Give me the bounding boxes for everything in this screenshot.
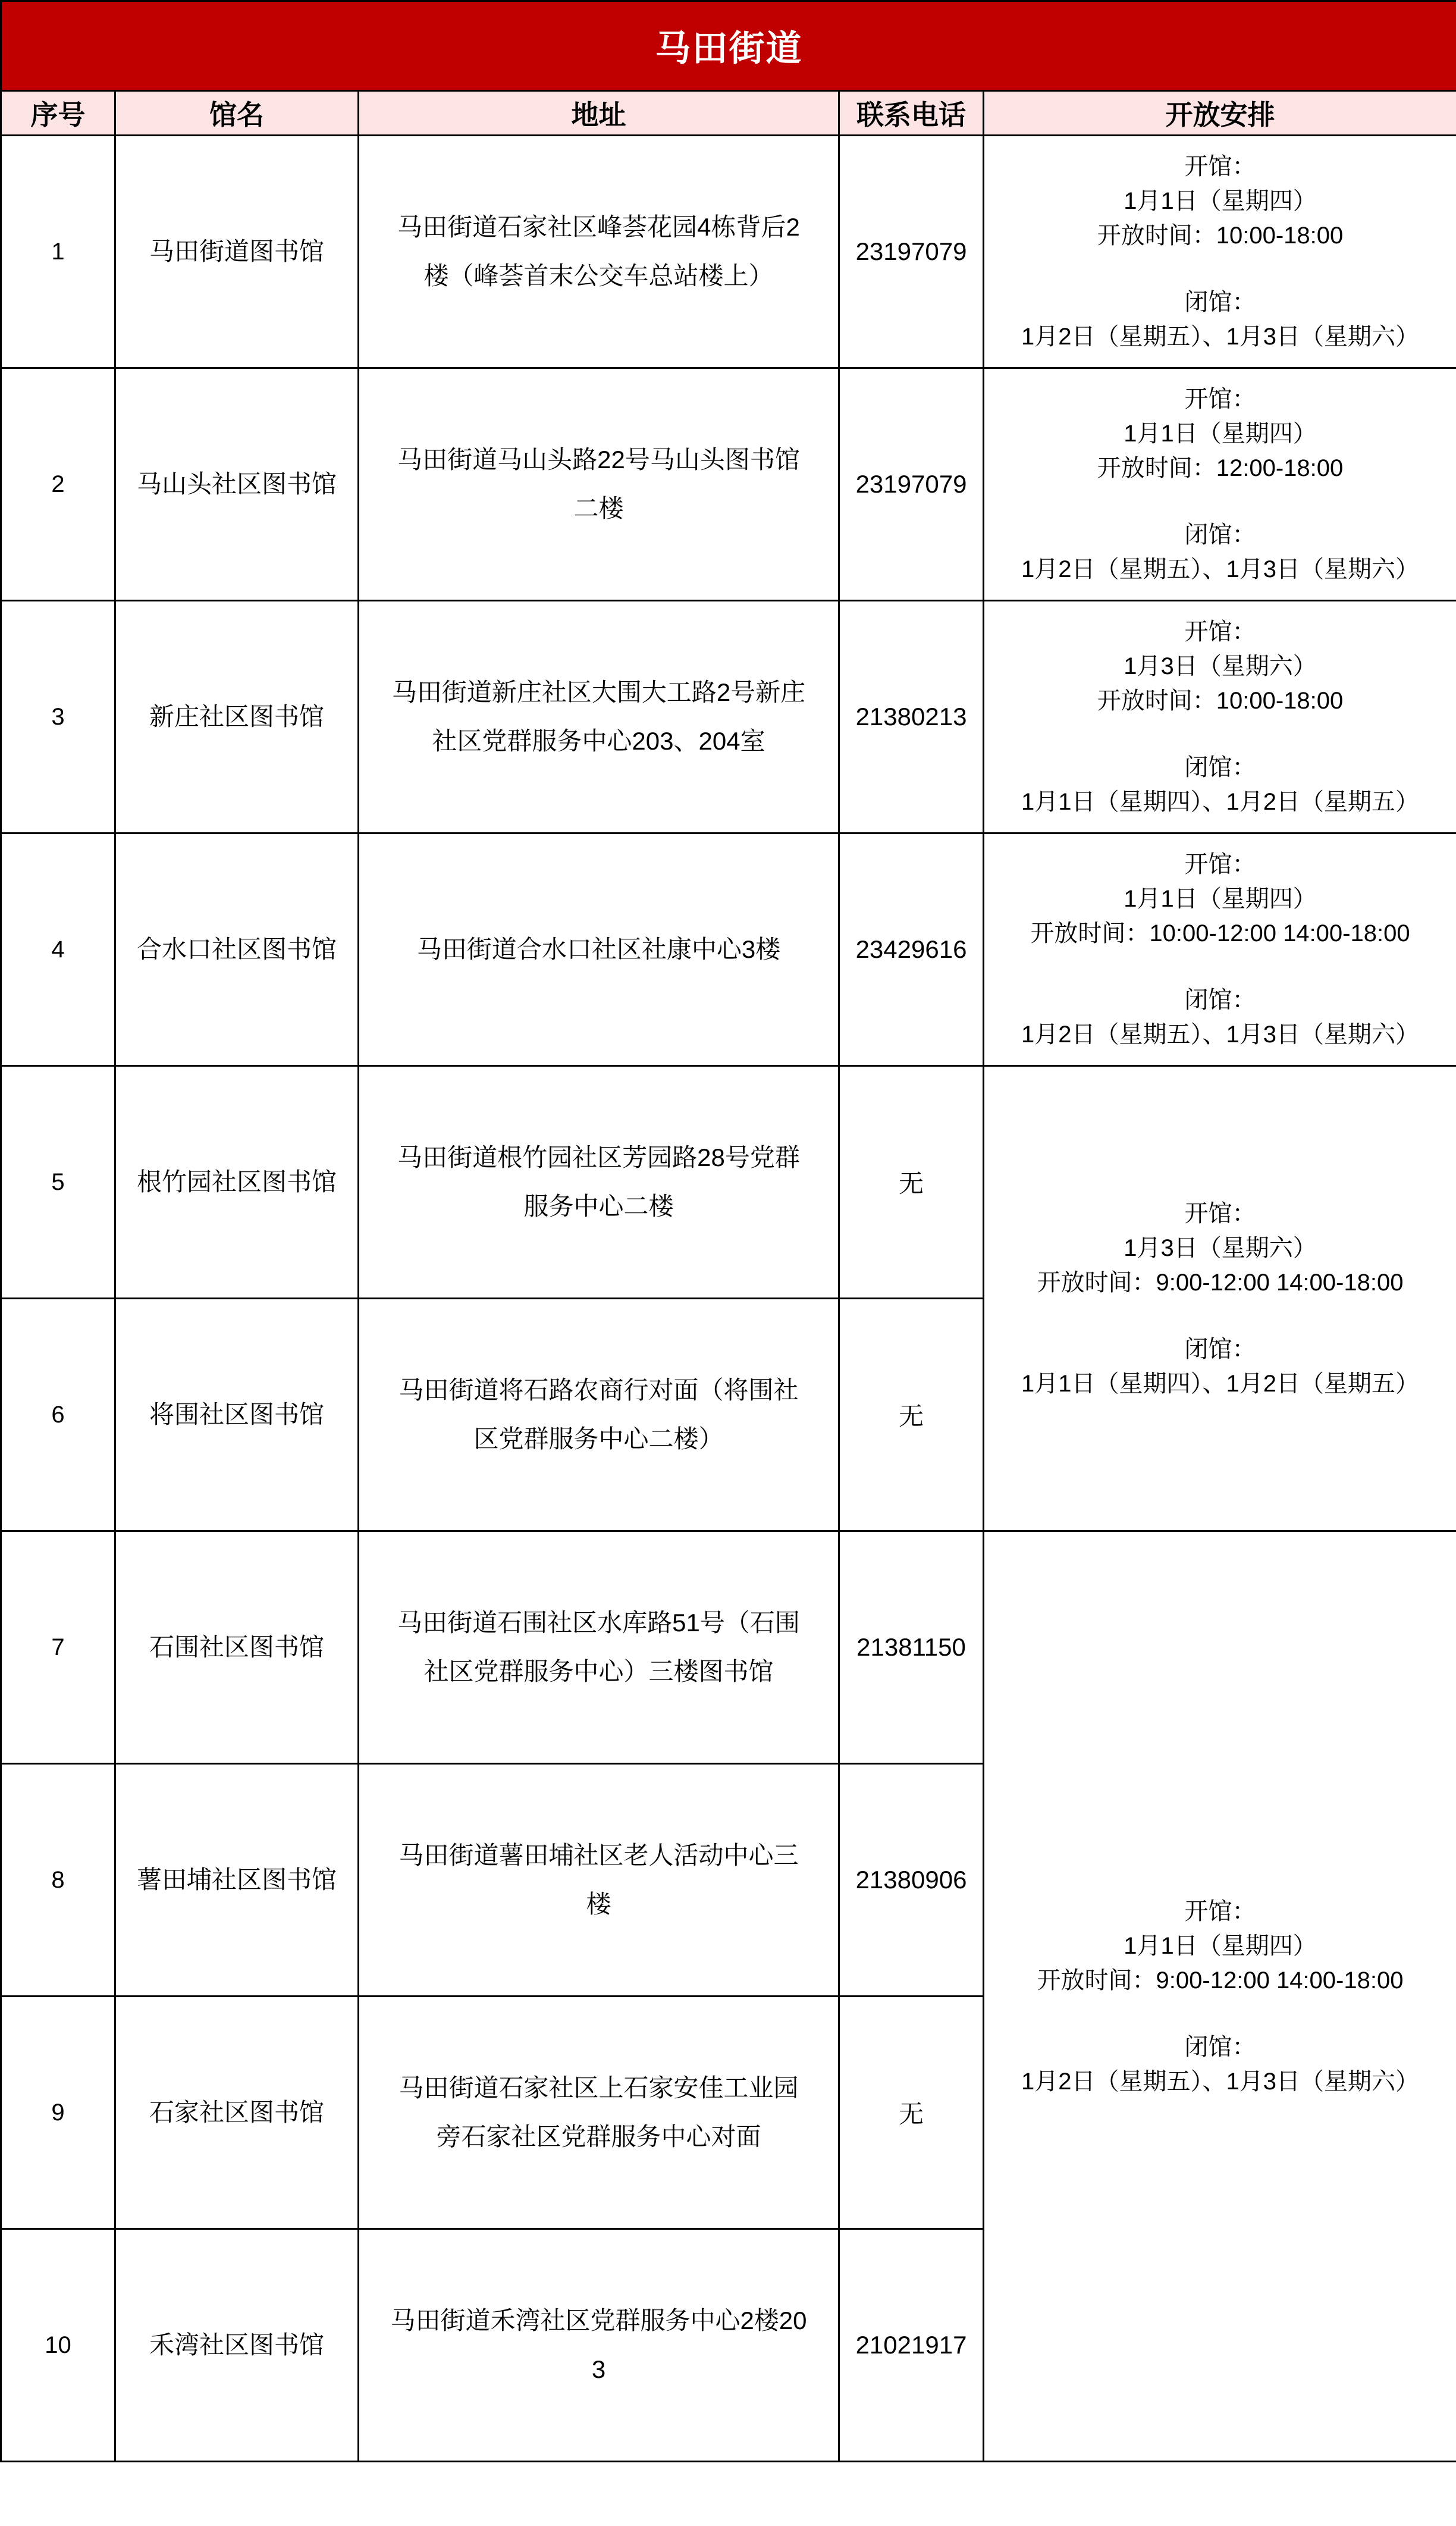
- serial-cell: 5: [1, 1066, 115, 1299]
- phone-cell: 21380906: [839, 1764, 984, 1997]
- open-label: 开馆：: [1184, 851, 1256, 877]
- name-cell: 根竹园社区图书馆: [115, 1066, 359, 1299]
- name-cell: 石围社区图书馆: [115, 1531, 359, 1764]
- address-cell: 马田街道禾湾社区党群服务中心2楼203: [359, 2229, 839, 2462]
- phone-cell: 23197079: [839, 136, 984, 368]
- schedule-gap: [996, 718, 1444, 750]
- open-hours: 开放时间：10:00-18:00: [1097, 222, 1344, 249]
- close-dates: 1月1日（星期四）、1月2日（星期五）: [1021, 1370, 1419, 1397]
- open-hours: 开放时间：9:00-12:00 14:00-18:00: [1037, 1269, 1404, 1296]
- name-cell: 马山头社区图书馆: [115, 368, 359, 601]
- open-date: 1月1日（星期四）: [1124, 886, 1317, 912]
- column-header-serial: 序号: [1, 91, 115, 136]
- open-label: 开馆：: [1184, 386, 1256, 412]
- bottom-margin: [0, 2462, 1456, 2516]
- phone-cell: 无: [839, 1997, 984, 2229]
- close-label: 闭馆：: [1184, 522, 1256, 548]
- schedule-gap: [996, 485, 1444, 518]
- phone-cell: 无: [839, 1299, 984, 1531]
- close-label: 闭馆：: [1184, 289, 1256, 315]
- open-date: 1月3日（星期六）: [1124, 1234, 1317, 1261]
- close-dates: 1月2日（星期五）、1月3日（星期六）: [1021, 324, 1419, 350]
- address-cell: 马田街道石家社区峰荟花园4栋背后2楼（峰荟首末公交车总站楼上）: [359, 136, 839, 368]
- open-label: 开馆：: [1184, 1898, 1256, 1925]
- schedule-gap: [996, 1300, 1444, 1332]
- table-row: [1, 368, 1456, 601]
- open-hours: 开放时间：12:00-18:00: [1097, 455, 1344, 481]
- serial-cell: 4: [1, 833, 115, 1066]
- phone-cell: 21381150: [839, 1531, 984, 1764]
- open-label: 开馆：: [1184, 619, 1256, 645]
- column-header-phone: 联系电话: [839, 91, 984, 136]
- address-cell: 马田街道石家社区上石家安佳工业园旁石家社区党群服务中心对面: [359, 1997, 839, 2229]
- column-header-address: 地址: [359, 91, 839, 136]
- schedule-cell: [984, 833, 1456, 1066]
- serial-cell: 3: [1, 601, 115, 833]
- address-cell: 马田街道根竹园社区芳园路28号党群服务中心二楼: [359, 1066, 839, 1299]
- schedule-gap: [996, 253, 1444, 285]
- name-cell: 将围社区图书馆: [115, 1299, 359, 1531]
- close-label: 闭馆：: [1184, 2033, 1256, 2060]
- open-date: 1月1日（星期四）: [1124, 1932, 1317, 1959]
- table-row: [1, 1066, 1456, 1299]
- close-label: 闭馆：: [1184, 987, 1256, 1013]
- name-cell: 石家社区图书馆: [115, 1997, 359, 2229]
- address-cell: 马田街道薯田埔社区老人活动中心三楼: [359, 1764, 839, 1997]
- page-title: 马田街道: [1, 1, 1456, 91]
- table-row: [1, 833, 1456, 1066]
- schedule-cell: [984, 601, 1456, 833]
- address-cell: 马田街道马山头路22号马山头图书馆二楼: [359, 368, 839, 601]
- table-header-row: [1, 91, 1456, 136]
- open-date: 1月3日（星期六）: [1124, 653, 1317, 679]
- open-label: 开馆：: [1184, 153, 1256, 180]
- close-dates: 1月2日（星期五）、1月3日（星期六）: [1021, 556, 1419, 582]
- schedule-gap: [996, 1998, 1444, 2030]
- serial-cell: 9: [1, 1997, 115, 2229]
- address-cell: 马田街道石围社区水库路51号（石围社区党群服务中心）三楼图书馆: [359, 1531, 839, 1764]
- name-cell: 禾湾社区图书馆: [115, 2229, 359, 2462]
- open-label: 开馆：: [1184, 1200, 1256, 1227]
- close-label: 闭馆：: [1184, 754, 1256, 781]
- schedule-cell-merged-5-6: [984, 1066, 1456, 1531]
- serial-cell: 1: [1, 136, 115, 368]
- phone-cell: 21021917: [839, 2229, 984, 2462]
- schedule-cell-merged-7-10: [984, 1531, 1456, 2462]
- column-header-name: 馆名: [115, 91, 359, 136]
- table-row: [1, 601, 1456, 833]
- open-date: 1月1日（星期四）: [1124, 421, 1317, 447]
- name-cell: 薯田埔社区图书馆: [115, 1764, 359, 1997]
- open-hours: 开放时间：10:00-12:00 14:00-18:00: [1030, 920, 1410, 947]
- address-cell: 马田街道将石路农商行对面（将围社区党群服务中心二楼）: [359, 1299, 839, 1531]
- phone-cell: 23197079: [839, 368, 984, 601]
- serial-cell: 10: [1, 2229, 115, 2462]
- table-row: [1, 136, 1456, 368]
- name-cell: 马田街道图书馆: [115, 136, 359, 368]
- phone-cell: 23429616: [839, 833, 984, 1066]
- serial-cell: 8: [1, 1764, 115, 1997]
- open-hours: 开放时间：10:00-18:00: [1097, 688, 1344, 714]
- table-row: [1, 1531, 1456, 1764]
- serial-cell: 2: [1, 368, 115, 601]
- close-dates: 1月2日（星期五）、1月3日（星期六）: [1021, 1021, 1419, 1048]
- serial-cell: 7: [1, 1531, 115, 1764]
- phone-cell: 无: [839, 1066, 984, 1299]
- name-cell: 新庄社区图书馆: [115, 601, 359, 833]
- serial-cell: 6: [1, 1299, 115, 1531]
- address-cell: 马田街道新庄社区大围大工路2号新庄社区党群服务中心203、204室: [359, 601, 839, 833]
- schedule-cell: [984, 136, 1456, 368]
- close-label: 闭馆：: [1184, 1336, 1256, 1362]
- open-hours: 开放时间：9:00-12:00 14:00-18:00: [1037, 1967, 1404, 1994]
- close-dates: 1月1日（星期四）、1月2日（星期五）: [1021, 789, 1419, 815]
- address-cell: 马田街道合水口社区社康中心3楼: [359, 833, 839, 1066]
- close-dates: 1月2日（星期五）、1月3日（星期六）: [1021, 2068, 1419, 2095]
- phone-cell: 21380213: [839, 601, 984, 833]
- column-header-schedule: 开放安排: [984, 91, 1456, 136]
- name-cell: 合水口社区图书馆: [115, 833, 359, 1066]
- schedule-gap: [996, 951, 1444, 983]
- table-title-row: [1, 1, 1456, 91]
- open-date: 1月1日（星期四）: [1124, 188, 1317, 214]
- schedule-cell: [984, 368, 1456, 601]
